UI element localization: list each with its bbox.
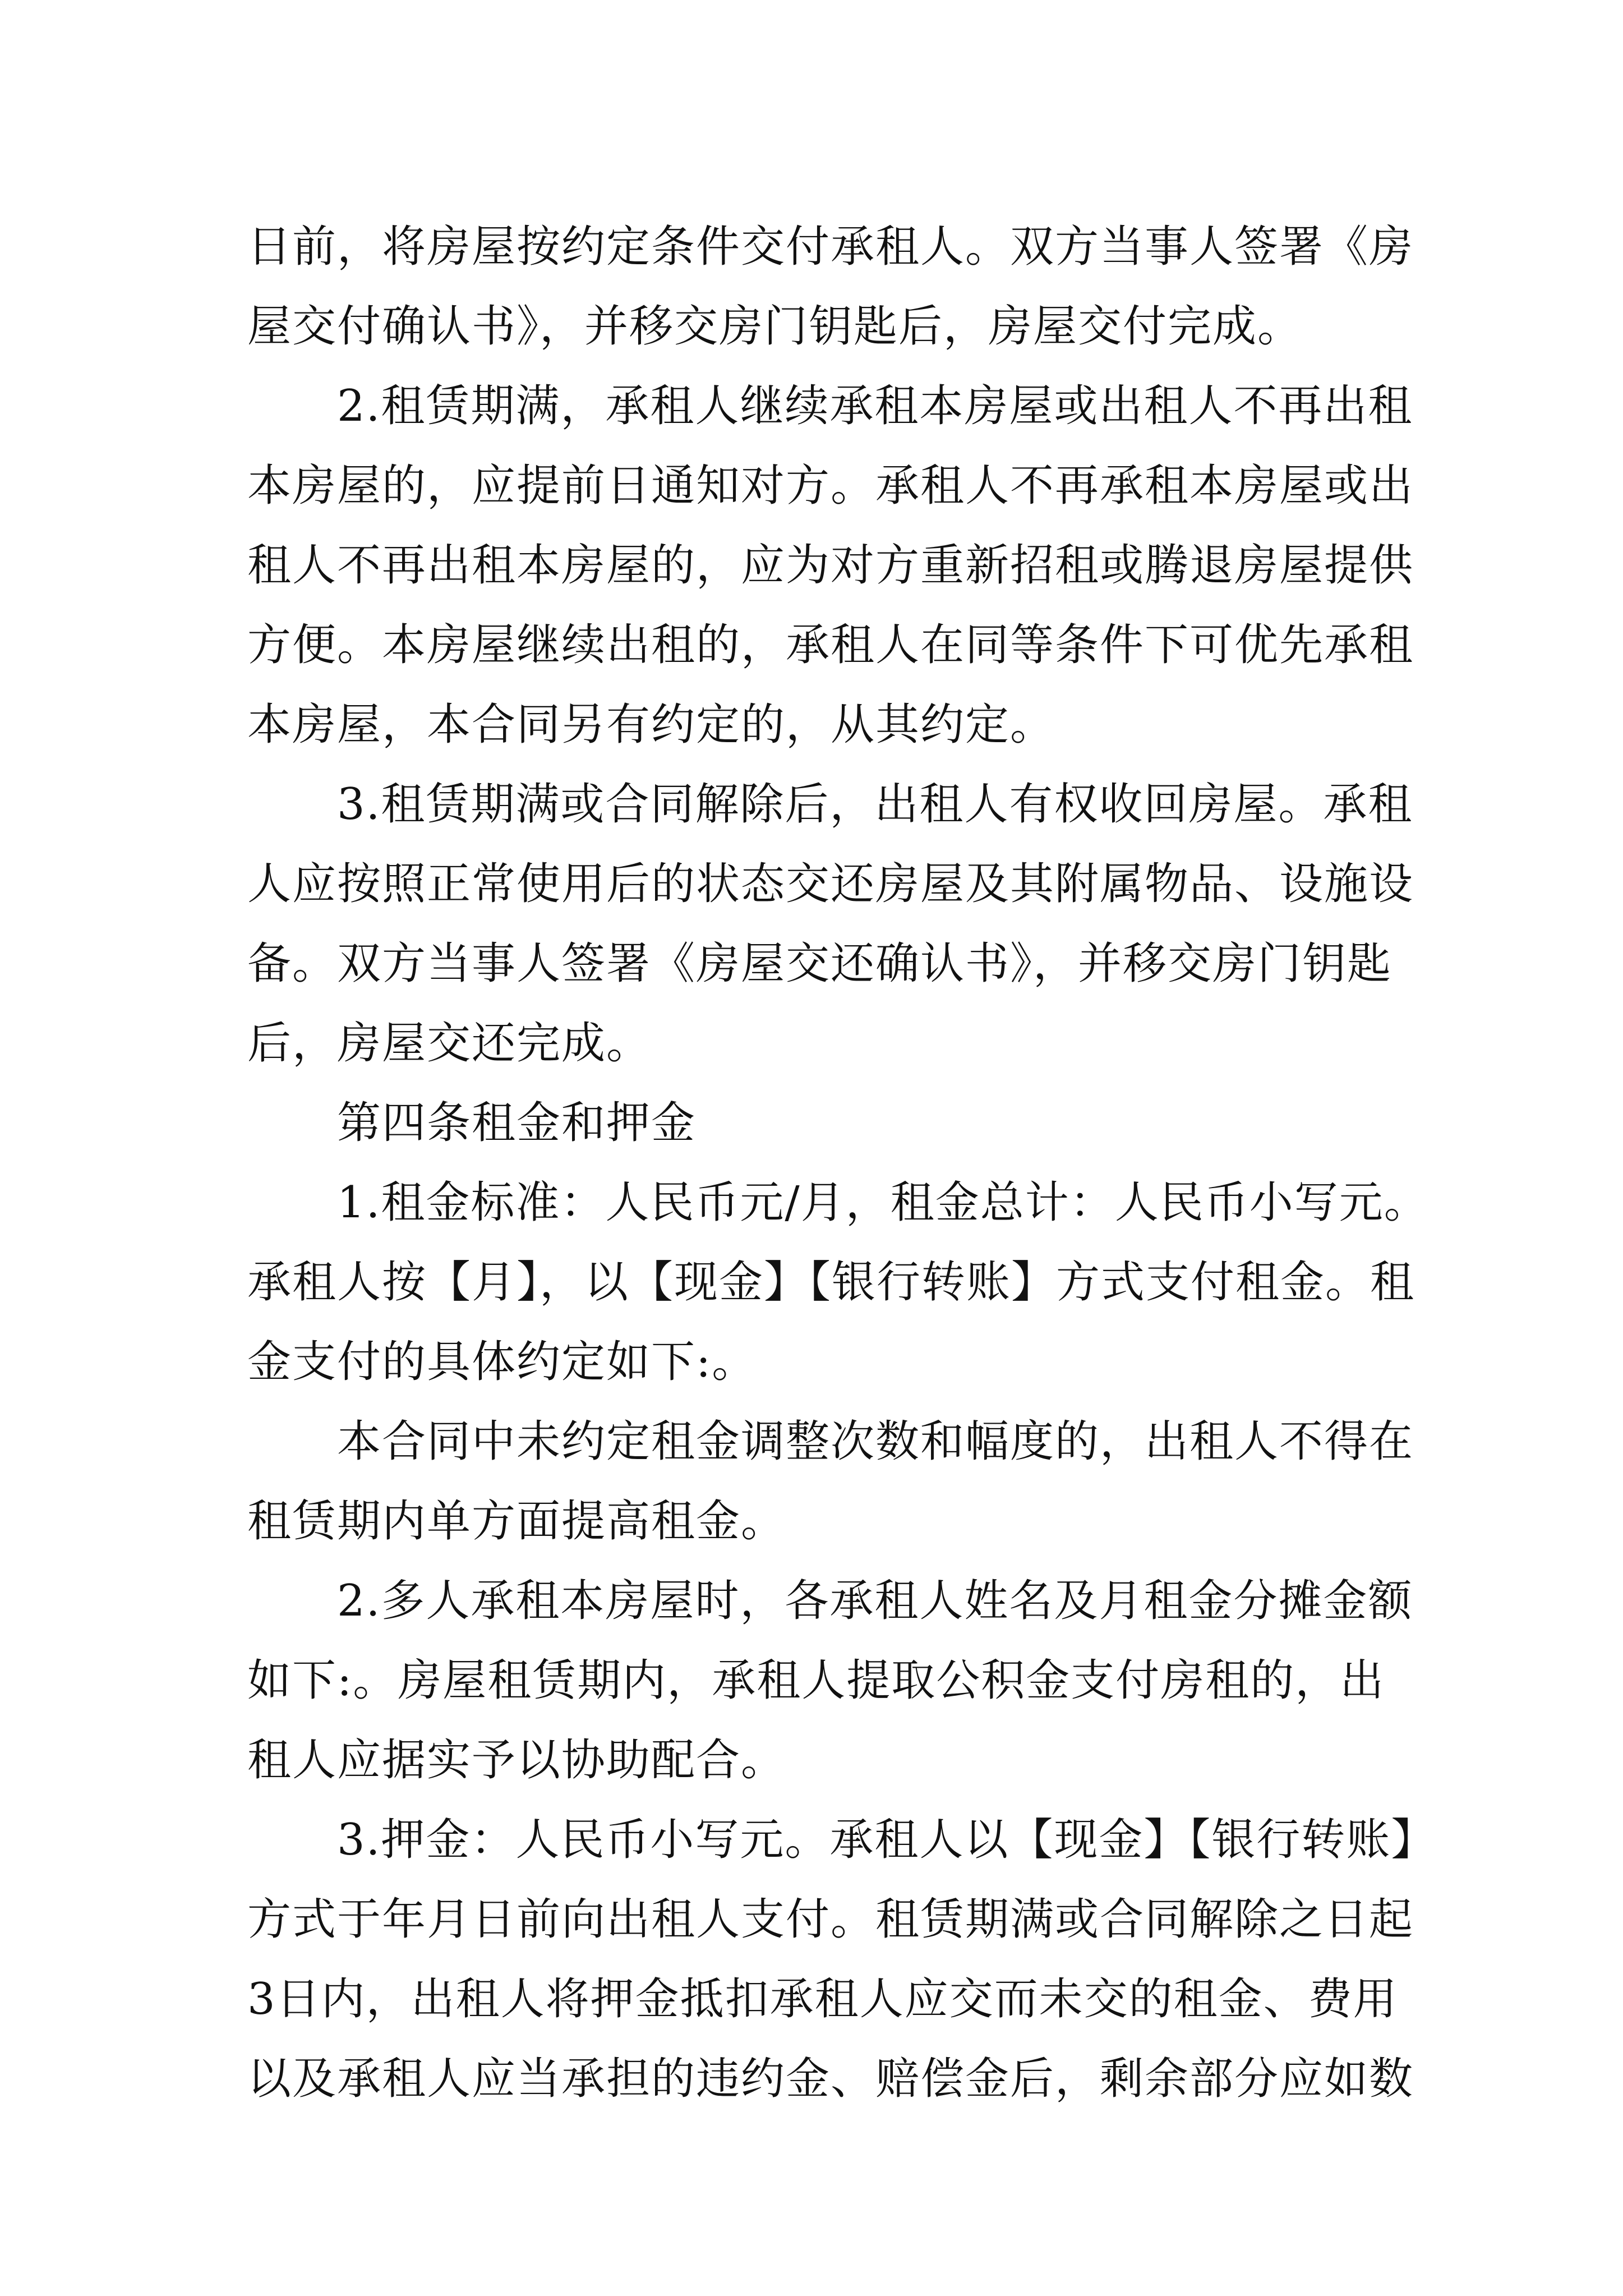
- article-4-heading: 第四条租金和押金: [337, 1098, 697, 1148]
- clause-3-2-start: 2.租赁期满，承租人继续承租本房屋或出租人不再出租: [337, 381, 1413, 431]
- text-line: 本房屋，本合同另有约定的，从其约定。: [247, 700, 1055, 750]
- text-line: 备。双方当事人签署《房屋交还确认书》，并移交房门钥匙: [247, 938, 1393, 989]
- text-line: 方式于年月日前向出租人支付。租赁期满或合同解除之日起: [247, 1894, 1414, 1945]
- text-line: 屋交付确认书》，并移交房门钥匙后，房屋交付完成。: [247, 301, 1303, 352]
- text-line: 金支付的具体约定如下:。: [247, 1337, 757, 1387]
- text-line: 如下:。房屋租赁期内，承租人提取公积金支付房租的，出: [247, 1655, 1385, 1706]
- text-line: 3日内，出租人将押金抵扣承租人应交而未交的租金、费用: [247, 1974, 1398, 2024]
- text-line: 本房屋的，应提前日通知对方。承租人不再承租本房屋或出: [247, 461, 1414, 511]
- text-line: 以及承租人应当承担的违约金、赔偿金后，剩余部分应如数: [247, 2054, 1414, 2104]
- clause-4-2-start: 2.多人承租本房屋时，各承租人姓名及月租金分摊金额: [337, 1576, 1413, 1626]
- text-line: 承租人按【月】，以【现金】【银行转账】方式支付租金。租: [247, 1257, 1415, 1308]
- text-line: 后，房屋交还完成。: [247, 1018, 652, 1069]
- text-line: 租人应据实予以协助配合。: [247, 1735, 786, 1786]
- text-line: 租赁期内单方面提高租金。: [247, 1496, 786, 1547]
- clause-4-1-start: 1.租金标准：人民币元/月，租金总计：人民币小写元。: [337, 1177, 1429, 1228]
- clause-4-3-start: 3.押金：人民币小写元。承租人以【现金】【银行转账】: [337, 1815, 1436, 1865]
- text-line: 日前，将房屋按约定条件交付承租人。双方当事人签署《房: [247, 222, 1414, 272]
- paragraph-start: 本合同中未约定租金调整次数和幅度的，出租人不得在: [337, 1416, 1414, 1467]
- text-line: 方便。本房屋继续出租的，承租人在同等条件下可优先承租: [247, 620, 1414, 670]
- text-line: 人应按照正常使用后的状态交还房屋及其附属物品、设施设: [247, 859, 1414, 909]
- text-line: 租人不再出租本房屋的，应为对方重新招租或腾退房屋提供: [247, 540, 1414, 591]
- clause-3-3-start: 3.租赁期满或合同解除后，出租人有权收回房屋。承租: [337, 779, 1413, 830]
